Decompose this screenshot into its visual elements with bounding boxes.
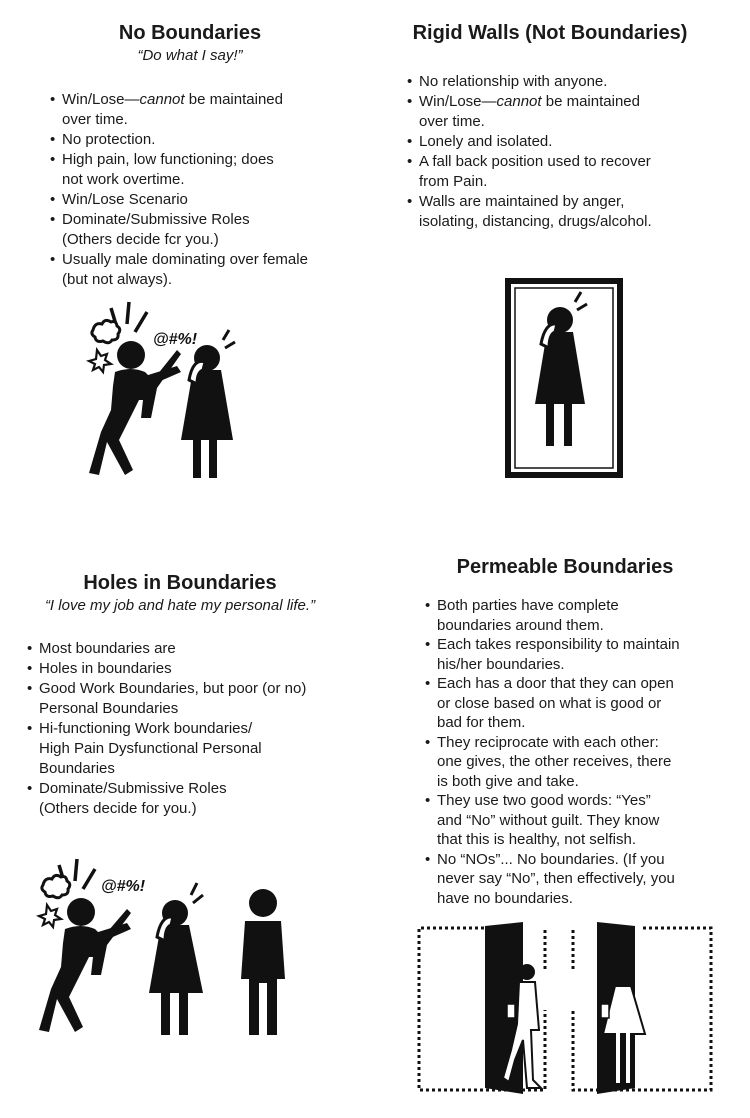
dominating-man-illustration bbox=[85, 300, 285, 485]
panel-subtitle: “I love my job and hate my personal life.” bbox=[44, 597, 316, 614]
list-item: • They use two good words: “Yes” and “No” without guilt. They know that this is healthy, not selfish. bbox=[425, 791, 725, 850]
panel-holes-in-boundaries bbox=[10, 572, 350, 819]
list-item: • Win/Lose—cannot be maintained over time. bbox=[407, 92, 715, 132]
list-item: • They reciprocate with each other: one gives, the other receives, there is both give and take. bbox=[425, 733, 725, 792]
curse-text: @#%! bbox=[153, 331, 198, 348]
list-item: • High pain, low functioning; does not work overtime. bbox=[50, 150, 350, 190]
list-item: • A fall back position used to recover from Pain. bbox=[407, 152, 715, 192]
list-item: • No “NOs”... No boundaries. (If you never say “No”, then effectively, you have no boundaries. bbox=[425, 850, 725, 909]
panel-title: No Boundaries bbox=[118, 22, 262, 44]
list-item: • No relationship with anyone. bbox=[407, 72, 715, 92]
list-item: • Dominate/Submissive Roles (Others decide fcr you.) bbox=[50, 210, 350, 250]
bullet-list bbox=[27, 639, 350, 819]
list-item: • Hi-functioning Work boundaries/ High Pain Dysfunctional Personal Boundaries bbox=[27, 719, 350, 779]
list-item: • Each has a door that they can open or close based on what is good or bad for them. bbox=[425, 674, 725, 733]
bullet-list bbox=[407, 72, 715, 232]
panel-no-boundaries bbox=[30, 22, 350, 290]
panel-title: Holes in Boundaries bbox=[83, 572, 277, 594]
list-item: • Dominate/Submissive Roles (Others decide for you.) bbox=[27, 779, 350, 819]
bullet-list bbox=[50, 90, 350, 290]
list-item: • Win/Lose Scenario bbox=[50, 190, 350, 210]
panel-subtitle: “Do what I say!” bbox=[137, 47, 243, 64]
list-item: • Good Work Boundaries, but poor (or no) Personal Boundaries bbox=[27, 679, 350, 719]
list-item: • Each takes responsibility to maintain his/her boundaries. bbox=[425, 635, 725, 674]
list-item: • Usually male dominating over female (but not always). bbox=[50, 250, 350, 290]
panel-title: Rigid Walls (Not Boundaries) bbox=[412, 22, 688, 44]
list-item: • Both parties have complete boundaries around them. bbox=[425, 596, 725, 635]
list-item: • Holes in boundaries bbox=[27, 659, 350, 679]
list-item: • No protection. bbox=[50, 130, 350, 150]
holes-illustration bbox=[35, 855, 305, 1040]
walled-woman-illustration bbox=[505, 278, 623, 478]
panel-rigid-walls bbox=[385, 22, 715, 232]
list-item: • Win/Lose—cannot be maintained over time. bbox=[50, 90, 350, 130]
list-item: • Most boundaries are bbox=[27, 639, 350, 659]
list-item: • Walls are maintained by anger, isolating, distancing, drugs/alcohol. bbox=[407, 192, 715, 232]
bullet-list bbox=[425, 596, 725, 908]
curse-text: @#%! bbox=[101, 878, 146, 895]
permeable-doors-illustration bbox=[415, 920, 715, 1096]
panel-title: Permeable Boundaries bbox=[456, 556, 674, 578]
list-item: • Lonely and isolated. bbox=[407, 132, 715, 152]
panel-permeable-boundaries bbox=[405, 556, 725, 908]
